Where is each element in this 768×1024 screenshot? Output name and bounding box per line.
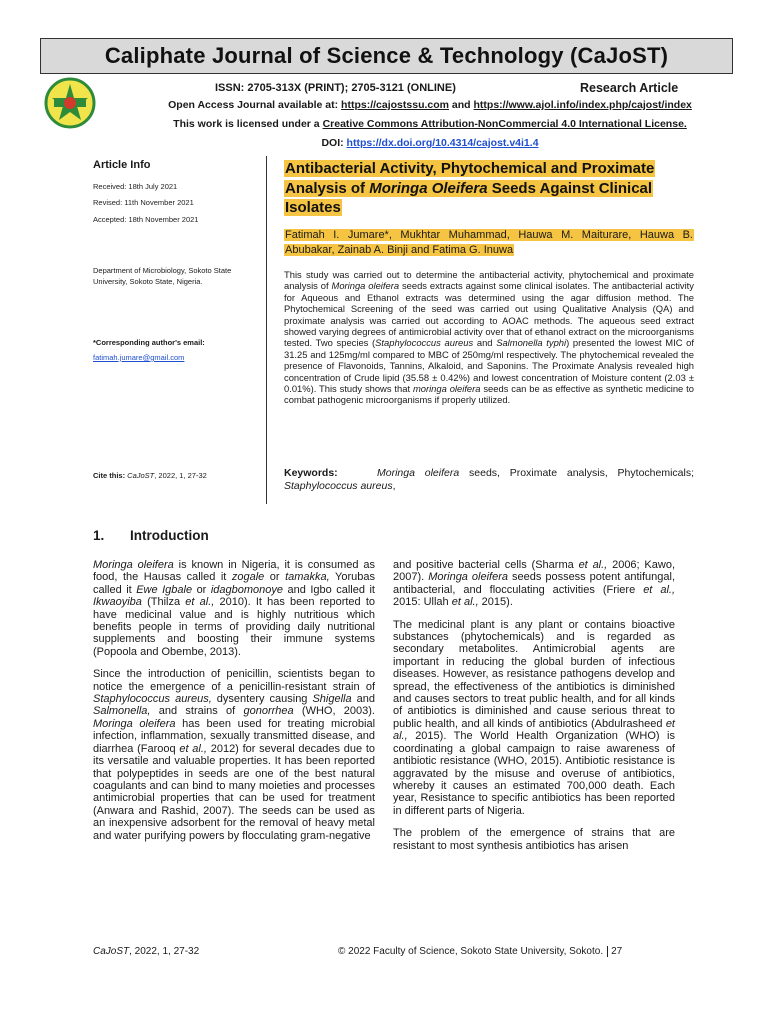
body-text: and — [351, 693, 375, 706]
body-text: seeds possess potent antifungal, antibacterial, and flocculating activities (Friere — [393, 571, 676, 596]
revised-date: Revised: 11th November 2021 — [93, 198, 194, 207]
footer-issue: , 2022, 1, 27-32 — [129, 946, 200, 957]
italic-term: Ewe Igbale — [136, 583, 193, 596]
intro-left-column — [93, 559, 375, 852]
abstract-species: moringa oleifera — [412, 383, 481, 395]
section-title: Introduction — [130, 528, 209, 543]
body-text: 2015). The World Health Organization (WHO) is coordinating a global campaign to raise awareness of antibiotic resistance (WHO, 2015). Antibiotic resistance is aggravated by the misuse and overuse of antibiotics, whereby it causes an estimated 700,000 death. Each year, Resistance to specific antibiotics has been reported in different parts of Nigeria. — [393, 730, 675, 817]
paragraph — [93, 559, 375, 658]
italic-term: et al., — [185, 596, 215, 609]
section-heading — [93, 528, 209, 543]
abstract-text: and — [473, 337, 497, 349]
body-text: has been used for treating microbial infection, inflammation, sexually transmitted disease, and diarrhea (Farooq — [93, 717, 376, 755]
cite-this — [93, 471, 207, 480]
italic-term: idagbomonoye — [210, 583, 284, 596]
abstract-species: Salmonella typhi — [496, 337, 567, 349]
keyword-species: Moringa oleifera — [377, 467, 460, 479]
keywords-label: Keywords: — [284, 467, 338, 479]
italic-term: zogale — [231, 571, 265, 584]
italic-term: et al., — [179, 742, 207, 755]
body-text: The problem of the emergence of strains that are resistant to most synthesis antibiotics has arisen — [393, 827, 675, 852]
accepted-date: Accepted: 18th November 2021 — [93, 215, 199, 224]
abstract-text: seeds extracts against some clinical isolates. The antibacterial activity for Aqueous and Ethanol extracts was determined using the agar diffusion method. The Phytochemical Screening of the seed was carried out using Qualitative Analysis (QA) and proximate analysis was carried out according to AOAC methods. The aqueous seed extract showed varying degrees of antimicrobial activity over that of ethanol extract on the microorganisms tested. Two species ( — [284, 280, 694, 349]
license-prefix: This work is licensed under a — [173, 118, 323, 130]
body-text: or — [192, 583, 211, 596]
italic-term: et al., — [643, 583, 676, 596]
italic-term: et al., — [578, 559, 608, 571]
license-link[interactable]: Creative Commons Attribution-NonCommercial 4.0 International License. — [322, 118, 687, 130]
abstract-species: Staphylococcus aureus — [375, 337, 474, 349]
italic-term: tamakka, — [285, 571, 330, 584]
body-text: is known in Nigeria, it is consumed as food, the Hausas called it — [93, 559, 376, 584]
body-text: 2015). — [478, 596, 513, 609]
intro-right-column — [393, 559, 675, 862]
body-text: and strains of — [150, 705, 244, 718]
body-text: Yorubas called it — [93, 571, 375, 596]
author-list — [284, 228, 694, 258]
body-text: 2006; Kawo, 2007). — [393, 559, 676, 584]
abstract-text: ) presented the lowest MIC of 31.25 and 125mg/ml compared to MBC of 250mg/ml respectively. The phytochemical revealed the presence of Flavonoids, Tannins, Alkaloid, and Saponins. The Proximate Analysis revealed high concentration of Crude lipid (35.58 ± 0.42%) and lowest concentration of Moisture content (2.03 ± 0.01%). This study shows that — [284, 337, 695, 395]
issn-line: ISSN: 2705-313X (PRINT); 2705-3121 (ONLINE) — [215, 82, 456, 94]
article-title — [284, 159, 694, 218]
cite-journal: CaJoST — [127, 471, 155, 480]
keywords — [284, 467, 694, 492]
italic-term: Moringa oleifera — [93, 559, 174, 571]
title-part-2: Seeds Against Clinical Isolates — [285, 179, 653, 216]
cite-details: , 2022, 1, 27-32 — [154, 471, 207, 480]
open-access-and: and — [449, 99, 474, 111]
body-text: or — [264, 571, 286, 584]
ajol-link[interactable]: https://www.ajol.info/index.php/cajost/index — [473, 99, 692, 111]
keyword-text: seeds, Proximate analysis, Phytochemicals; — [459, 467, 695, 479]
body-text: and positive bacterial cells (Sharma — [393, 559, 579, 571]
article-type: Research Article — [580, 81, 679, 95]
italic-term: Ikwaoyiba — [93, 596, 142, 609]
journal-site-link[interactable]: https://cajostssu.com — [341, 99, 449, 111]
open-access-prefix: Open Access Journal available at: — [168, 99, 342, 111]
body-text: Since the introduction of penicillin, scientists began to notice the emergence of a penicillin-resistant strain of — [93, 668, 375, 693]
abstract-species: Moringa oleifera — [331, 280, 400, 292]
italic-term: et al., — [393, 717, 675, 743]
doi-prefix: DOI: — [321, 137, 347, 149]
journal-title: Caliphate Journal of Science & Technology (CaJoST) — [40, 38, 733, 74]
received-date: Received: 18th July 2021 — [93, 182, 178, 191]
doi-line — [120, 137, 740, 149]
abstract-text: This study was carried out to determine the antibacterial activity, phytochemical and proximate analysis of — [284, 269, 694, 292]
body-text: dysentery causing — [211, 693, 313, 706]
body-text: (Thilza — [141, 596, 186, 609]
title-part-1: Antibacterial Activity, Phytochemical and Proximate Analysis of — [285, 160, 655, 197]
italic-term: gonorrhea — [243, 705, 294, 718]
cite-label: Cite this: — [93, 471, 128, 480]
section-number: 1. — [93, 528, 105, 543]
open-access-line — [120, 99, 740, 111]
article-title-text — [284, 160, 655, 216]
article-info-heading: Article Info — [93, 159, 151, 171]
italic-term: Moringa oleifera — [93, 717, 176, 730]
footer-journal: CaJoST — [93, 946, 130, 957]
paragraph — [393, 559, 675, 609]
copyright-text: © 2022 Faculty of Science, Sokoto State University, Sokoto. — [338, 946, 604, 957]
doi-link[interactable]: https://dx.doi.org/10.4314/cajost.v4i1.4 — [346, 137, 539, 149]
corresponding-email-link[interactable]: fatimah.jumare@gmail.com — [93, 353, 185, 362]
corresponding-label: *Corresponding author's email: — [93, 338, 205, 347]
paragraph — [393, 619, 675, 818]
page-number: 27 — [607, 946, 622, 957]
license-line — [120, 118, 740, 130]
abstract-text: seeds can be as effective as synthetic medicine to combat pathogenic microorganisms if properly utilized. — [284, 383, 694, 406]
keyword-text: , — [392, 479, 396, 492]
paragraph — [93, 668, 375, 842]
affiliation: Department of Microbiology, Sokoto State University, Sokoto State, Nigeria. — [93, 266, 232, 286]
journal-logo — [38, 76, 102, 130]
body-text: 2010). It has been reported to have medicinal value and is highly nutritious which benefits people in terms of providing daily nutritional supplements and boosting their immune systems (Popoola and Obembe, 2013). — [93, 596, 376, 658]
authors-text: Fatimah I. Jumare*, Mukhtar Muhammad, Hauwa M. Maiturare, Hauwa B. Abubakar, Zainab A. Binji and Fatima G. Inuwa — [285, 229, 693, 256]
body-text: and Igbo called it — [283, 583, 375, 596]
title-species: Moringa Oleifera — [369, 179, 488, 197]
abstract — [284, 269, 694, 406]
keyword-species: Staphylococcus aureus — [284, 479, 393, 492]
paragraph — [393, 827, 675, 852]
body-text: The medicinal plant is any plant or contains bioactive substances (phytochemicals) and is regarded as secondary metabolites. Antimicrobial agents are important in reducing the global burden of infectious diseases. However, as resistance pathogens develop and spread, the effectiveness of the antibiotics is diminished and causes sectors to treat public health, and for all kinds of antibiotics is diminished and cause serious threat to public health, and all kinds of antibiotics (Abdulrasheed — [393, 618, 675, 730]
footer-citation — [93, 946, 199, 957]
italic-term: Salmonella, — [93, 705, 151, 718]
italic-term: Shigella — [312, 693, 352, 706]
column-divider — [266, 156, 267, 504]
italic-term: et al., — [451, 596, 479, 609]
italic-term: Staphylococcus aureus, — [93, 693, 212, 706]
body-text: 2012) for several decades due to its versatile and valuable properties. It has been reported that polypeptides in seeds are one of the best natural coagulants and can bind to many moieties and processes antimicrobial properties that can be used for treatment (Anwara and Rashid, 2007). The seeds can be used as an inexpensive adsorbent for the removal of heavy metal and water purifying powers by flocculating gram-negative — [93, 742, 375, 842]
footer-copyright — [338, 946, 622, 957]
body-text: (WHO, 2003). — [293, 705, 375, 718]
body-text: 2015: Ullah — [393, 596, 452, 609]
italic-term: Moringa oleifera — [428, 571, 508, 584]
